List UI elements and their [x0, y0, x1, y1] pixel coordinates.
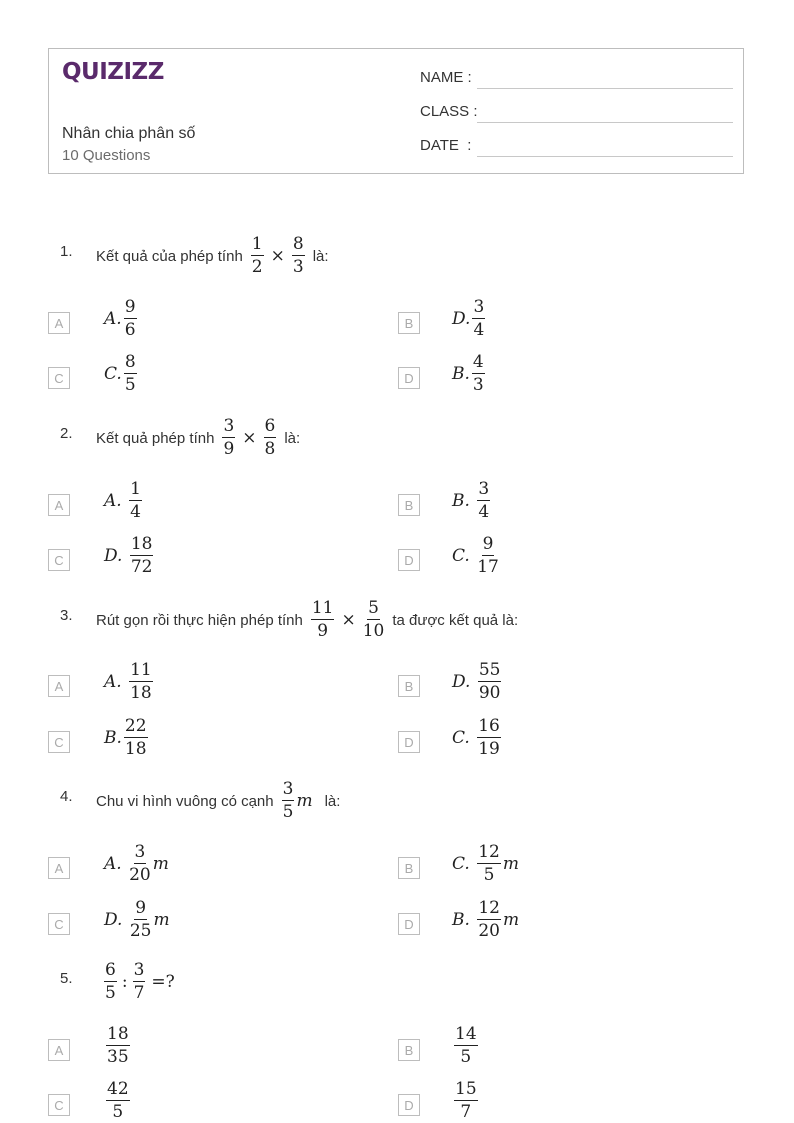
fraction-denominator: 20 — [129, 865, 151, 885]
option-prefix: B. — [452, 910, 470, 930]
fraction-denominator: 5 — [124, 375, 136, 395]
operator: × — [242, 428, 257, 448]
option-prefix: A. — [104, 491, 122, 511]
fraction-denominator: 5 — [105, 983, 116, 1003]
option-d-answer — [452, 718, 503, 758]
option-d-box[interactable]: D — [398, 549, 420, 571]
fraction-numerator: 4 — [472, 352, 484, 372]
fraction-denominator: 4 — [473, 320, 485, 340]
fraction-numerator: 18 — [130, 534, 153, 554]
question-count: 10 Questions — [62, 147, 151, 164]
fraction-numerator: 16 — [478, 716, 500, 736]
option-a-answer — [104, 481, 144, 521]
option-prefix: D. — [452, 672, 471, 692]
fraction-numerator: 3 — [223, 416, 235, 436]
option-c-box[interactable]: C — [48, 367, 70, 389]
option-b-box[interactable]: B — [398, 1039, 420, 1061]
fraction-denominator: 9 — [223, 439, 235, 459]
question-expression — [249, 236, 307, 276]
option-prefix: B. — [452, 364, 470, 384]
option-d-box[interactable]: D — [398, 731, 420, 753]
unit: m — [296, 791, 313, 811]
fraction-numerator: 9 — [482, 534, 494, 554]
fraction-denominator: 90 — [478, 683, 501, 703]
fraction-denominator: 72 — [130, 557, 153, 577]
option-c-answer — [104, 354, 139, 394]
fraction-numerator: 11 — [130, 660, 152, 680]
option-a-box[interactable]: A — [48, 1039, 70, 1061]
fraction-denominator: 35 — [107, 1047, 129, 1067]
fraction-numerator: 8 — [292, 234, 304, 254]
option-prefix: A. — [104, 672, 122, 692]
option-a-answer — [104, 844, 169, 884]
option-prefix: C. — [452, 854, 470, 874]
option-b-box[interactable]: B — [398, 312, 420, 334]
option-b-answer — [452, 662, 503, 702]
question-number: 4. — [60, 788, 73, 805]
option-c-box[interactable]: C — [48, 1094, 70, 1116]
fraction-numerator: 18 — [107, 1024, 129, 1044]
fraction-denominator: 18 — [124, 739, 147, 759]
fraction-denominator: 5 — [483, 865, 495, 885]
option-c-box[interactable]: C — [48, 549, 70, 571]
question-text — [96, 236, 329, 276]
option-b-answer — [452, 481, 492, 521]
fraction-numerator: 9 — [124, 297, 136, 317]
fraction-denominator: 20 — [478, 921, 500, 941]
fraction-numerator: 6 — [264, 416, 276, 436]
question-suffix: là: — [312, 247, 329, 265]
fraction-denominator: 4 — [478, 502, 490, 522]
option-c-box[interactable]: C — [48, 913, 70, 935]
option-c-answer — [104, 718, 150, 758]
option-prefix: D. — [104, 910, 123, 930]
option-prefix: A. — [104, 309, 122, 329]
question-expression — [309, 600, 387, 640]
fraction-denominator: 25 — [129, 921, 152, 941]
option-d-box[interactable]: D — [398, 1094, 420, 1116]
option-a-box[interactable]: A — [48, 675, 70, 697]
fraction-numerator: 12 — [478, 842, 500, 862]
fraction-numerator: 3 — [473, 297, 485, 317]
option-c-box[interactable]: C — [48, 731, 70, 753]
fraction-denominator: 3 — [292, 257, 304, 277]
question-number: 3. — [60, 607, 73, 624]
fraction-denominator: 8 — [264, 439, 276, 459]
option-a-answer — [104, 662, 155, 702]
fraction-denominator: 6 — [124, 320, 136, 340]
option-prefix: D. — [452, 309, 471, 329]
question-expression — [102, 962, 175, 1002]
question-prompt: Kết quả phép tính — [96, 429, 215, 447]
operator: × — [270, 246, 285, 266]
question-suffix: là: — [284, 429, 301, 447]
name-field[interactable] — [420, 69, 472, 86]
name-label: NAME : — [420, 69, 472, 86]
fraction-numerator: 5 — [368, 598, 379, 618]
fraction-numerator: 12 — [478, 898, 500, 918]
date-field[interactable] — [420, 137, 471, 154]
option-d-answer — [452, 1081, 480, 1121]
option-d-answer — [452, 536, 501, 576]
fraction-numerator: 55 — [478, 660, 501, 680]
question-suffix: là: — [324, 792, 341, 810]
fraction-denominator: 7 — [460, 1102, 472, 1122]
option-c-answer — [104, 536, 155, 576]
fraction-denominator: 3 — [472, 375, 484, 395]
fraction-numerator: 6 — [105, 960, 116, 980]
option-d-box[interactable]: D — [398, 913, 420, 935]
fraction-numerator: 1 — [251, 234, 263, 254]
unit: m — [153, 910, 170, 930]
equals-question: =? — [151, 972, 175, 992]
option-a-box[interactable]: A — [48, 494, 70, 516]
option-prefix: C. — [104, 364, 122, 384]
option-prefix: C. — [452, 728, 470, 748]
option-prefix: A. — [104, 854, 122, 874]
unit: m — [502, 854, 519, 874]
option-b-answer — [452, 1026, 480, 1066]
fraction-numerator: 3 — [133, 960, 145, 980]
fraction-numerator: 1 — [130, 479, 141, 499]
option-a-box[interactable]: A — [48, 312, 70, 334]
worksheet-title: Nhân chia phân số — [62, 125, 196, 142]
option-b-answer — [452, 299, 487, 339]
name-line — [477, 88, 733, 89]
question-text — [96, 418, 300, 458]
option-d-box[interactable]: D — [398, 367, 420, 389]
option-b-box[interactable]: B — [398, 857, 420, 879]
fraction-denominator: 18 — [130, 683, 152, 703]
date-line — [477, 156, 733, 157]
fraction-numerator: 3 — [134, 842, 146, 862]
unit: m — [502, 910, 520, 930]
question-prompt: Kết quả của phép tính — [96, 247, 243, 265]
question-suffix: ta được kết quả là: — [392, 611, 519, 629]
option-a-answer — [104, 1026, 132, 1066]
fraction-denominator: 9 — [317, 621, 329, 641]
fraction-denominator: 2 — [251, 257, 263, 277]
option-a-answer — [104, 299, 139, 339]
option-c-answer — [104, 1081, 132, 1121]
option-b-answer — [452, 844, 519, 884]
option-prefix: B. — [452, 491, 470, 511]
option-prefix: C. — [452, 546, 470, 566]
date-label: DATE : — [420, 137, 472, 154]
quizizz-logo: QUIZIZZ — [62, 59, 164, 85]
class-label: CLASS : — [420, 103, 478, 120]
operator: × — [341, 610, 356, 630]
question-number: 1. — [60, 243, 73, 260]
question-number: 5. — [60, 970, 73, 987]
fraction-denominator: 7 — [133, 983, 145, 1003]
fraction-denominator: 10 — [362, 621, 385, 641]
option-a-box[interactable]: A — [48, 857, 70, 879]
fraction-denominator: 5 — [282, 802, 294, 822]
fraction-numerator: 14 — [455, 1024, 477, 1044]
fraction-denominator: 5 — [112, 1102, 124, 1122]
question-prompt: Rút gọn rồi thực hiện phép tính — [96, 611, 303, 629]
fraction-numerator: 8 — [124, 352, 136, 372]
option-b-box[interactable]: B — [398, 494, 420, 516]
class-line — [477, 122, 733, 123]
option-d-answer — [452, 900, 519, 940]
fraction-denominator: 5 — [460, 1047, 472, 1067]
question-text — [96, 600, 518, 640]
option-c-answer — [104, 900, 170, 940]
fraction-numerator: 22 — [124, 716, 147, 736]
fraction-numerator: 42 — [107, 1079, 129, 1099]
fraction-denominator: 17 — [477, 557, 499, 577]
fraction-numerator: 3 — [282, 779, 294, 799]
class-field[interactable] — [420, 103, 478, 120]
question-expression — [220, 418, 278, 458]
option-prefix: D. — [104, 546, 123, 566]
option-d-answer — [452, 354, 487, 394]
fraction-numerator: 3 — [478, 479, 490, 499]
operator: : — [121, 972, 128, 992]
question-prompt: Chu vi hình vuông có cạnh — [96, 792, 274, 810]
option-prefix: B. — [104, 728, 122, 748]
fraction-denominator: 4 — [130, 502, 141, 522]
fraction-denominator: 19 — [478, 739, 500, 759]
fraction-numerator: 9 — [135, 898, 147, 918]
worksheet-header — [48, 48, 744, 174]
fraction-numerator: 15 — [455, 1079, 477, 1099]
question-expression — [280, 781, 313, 821]
option-b-box[interactable]: B — [398, 675, 420, 697]
question-text — [96, 781, 340, 821]
question-number: 2. — [60, 425, 73, 442]
unit: m — [152, 854, 169, 874]
fraction-numerator: 11 — [311, 598, 334, 618]
